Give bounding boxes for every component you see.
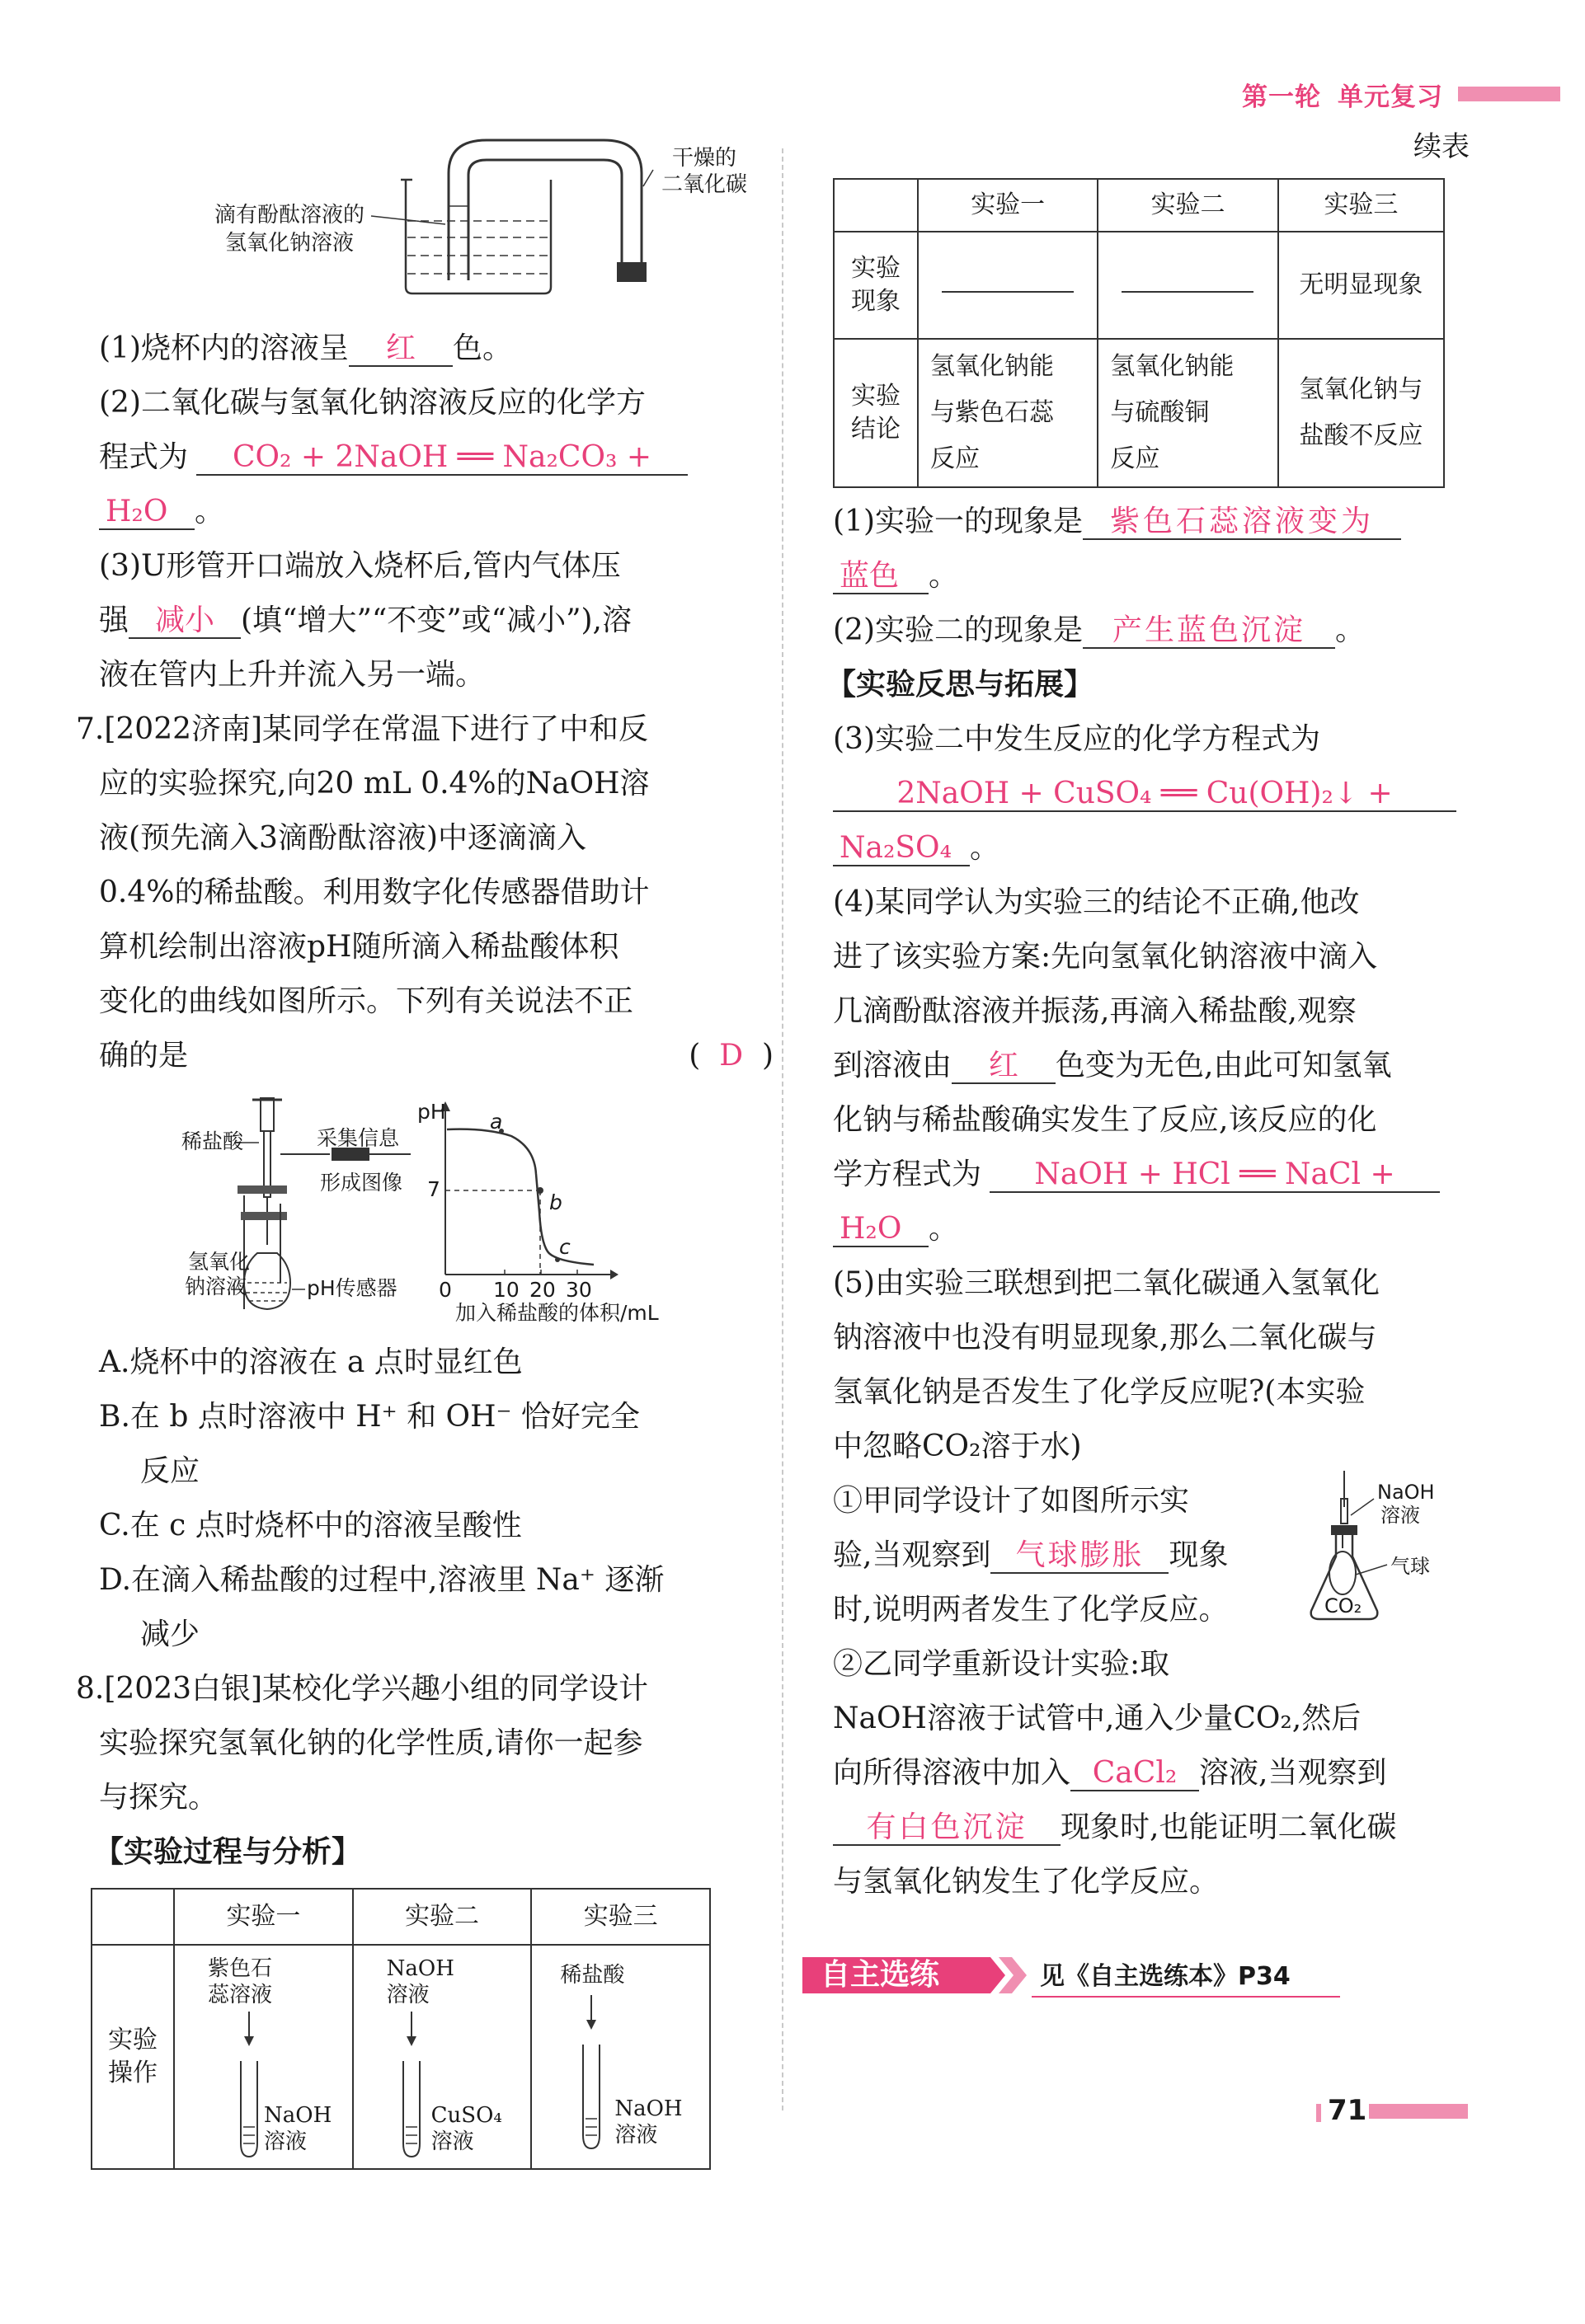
q6-1-answer: 红 — [349, 332, 453, 367]
balloon-label-co2: CO₂ — [1324, 1594, 1362, 1617]
balloon-label-solution: 溶液 — [1380, 1504, 1420, 1527]
q6-3-text: (3)U形管开口端放入烧杯后,管内气体压 — [99, 549, 621, 583]
co2-label-line2: 二氧化碳 — [661, 172, 748, 197]
row-label-2: 操作 — [108, 2059, 158, 2087]
a5-s2-line1: ②乙同学重新设计实验:取 — [833, 1647, 1170, 1681]
table2-header-1: 实验一 — [918, 179, 1098, 232]
a5-s2-pre: 向所得溶液中加入 — [833, 1756, 1071, 1790]
q6-1 — [99, 322, 750, 376]
graph-x-label: 加入稀盐酸的体积/mL — [455, 1301, 659, 1325]
table2-r2-c2 — [1098, 339, 1277, 487]
graph-y-label: pH — [417, 1100, 446, 1124]
table1-header-1: 实验一 — [174, 1889, 353, 1945]
balloon-label-naoh: NaOH — [1377, 1481, 1435, 1504]
label-naoh-2: 钠溶液 — [185, 1275, 247, 1298]
page-number: 71 — [1328, 2094, 1367, 2127]
table2-header-3: 实验三 — [1278, 179, 1444, 232]
beaker-label — [214, 201, 365, 257]
table2-r1-c3: 无明显现象 — [1278, 232, 1444, 339]
q7-answer-bracket: ( D ) — [689, 1039, 774, 1073]
a5-s1-line3: 时,说明两者发生了化学反应。 — [833, 1593, 1229, 1627]
q6-2 — [99, 376, 750, 539]
q7-line5: 算机绘制出溶液pH随所滴入稀盐酸体积 — [99, 930, 619, 964]
co2-label-line1: 干燥的 — [672, 146, 737, 171]
tick-0: 0 — [439, 1278, 452, 1302]
beaker-u-tube-drawing — [99, 124, 750, 307]
q6-3-answer: 减小 — [129, 604, 241, 639]
r2c2-2: 与硫酸铜 — [1110, 398, 1210, 427]
q7-option-d-cont: 减少 — [140, 1617, 200, 1651]
practice-reference: 见《自主选练本》P34 — [1040, 1962, 1291, 1991]
footer-bar-right — [1369, 2104, 1468, 2119]
balloon-label: 气球 — [1390, 1555, 1430, 1578]
table1-cell-1 — [174, 1945, 353, 2169]
header-unit: 单元复习 — [1338, 82, 1443, 112]
cell1-bottom-2: 溶液 — [264, 2129, 308, 2154]
r1-label-2: 现象 — [851, 287, 901, 316]
running-header — [1242, 73, 1560, 115]
table1-row-label — [92, 1945, 174, 2169]
right-column — [826, 124, 1470, 1909]
a5-s2-line5: 与氢氧化钠发生了化学反应。 — [833, 1865, 1220, 1899]
cell1-bottom — [264, 2102, 332, 2155]
cell1-top-2: 蕊溶液 — [208, 1983, 273, 2007]
q6-1-post: 色。 — [453, 331, 513, 365]
q6-3 — [99, 539, 750, 702]
table1-cell-2 — [353, 1945, 532, 2169]
continued-table-label: 续表 — [1413, 130, 1470, 163]
header-section: 第一轮 — [1242, 82, 1321, 112]
q7-answer: D — [719, 1039, 744, 1073]
q7-line2: 应的实验探究,向20 mL 0.4%的NaOH溶 — [99, 767, 650, 800]
table2-r2-c3 — [1278, 339, 1444, 487]
cell3-bottom-2: 溶液 — [614, 2123, 658, 2148]
q7-figure — [99, 1088, 750, 1336]
a1-text: (1)实验一的现象是 — [833, 505, 1083, 538]
a4-line3: 几滴酚酞溶液并振荡,再滴入稀盐酸,观察 — [833, 994, 1357, 1028]
tick-10: 10 — [493, 1278, 520, 1302]
a5-s2-answer: CaCl₂ — [1070, 1757, 1199, 1791]
test-tube-3 — [575, 1995, 608, 2152]
cell3-bottom-1: NaOH — [614, 2096, 683, 2121]
a3-post: 。 — [970, 831, 1000, 865]
table2-r2-c1 — [918, 339, 1098, 487]
section-process: 【实验过程与分析】 — [94, 1835, 362, 1869]
a5 — [833, 1256, 1470, 1474]
q7-option-b: B.在 b 点时溶液中 H⁺ 和 OH⁻ 恰好完全 — [99, 1400, 640, 1434]
a5-s1-post: 现象 — [1169, 1538, 1229, 1572]
a2 — [833, 603, 1470, 658]
q7-option-c: C.在 c 点时烧杯中的溶液呈酸性 — [99, 1509, 522, 1542]
q6-2-post: 。 — [195, 495, 225, 528]
a4 — [833, 876, 1470, 1256]
a5-line4: 中忽略CO₂溶于水) — [833, 1430, 1082, 1463]
experiment-table-2 — [833, 178, 1445, 488]
q6-2-answer-2: H₂O — [99, 495, 195, 530]
cell1-top-1: 紫色石 — [208, 1956, 273, 1981]
a4-post2: 。 — [929, 1212, 959, 1246]
label-acid: 稀盐酸 — [181, 1129, 244, 1153]
a5-sub2 — [833, 1637, 1470, 1909]
a1-answer-1: 紫色石蕊溶液变为 — [1083, 505, 1401, 540]
tick-30: 30 — [566, 1278, 592, 1302]
test-tube-2 — [395, 2012, 428, 2160]
cell2-bottom — [431, 2102, 502, 2155]
q6-3-post: (填“增大”“不变”或“减小”),溶 — [241, 603, 632, 637]
point-c: c — [559, 1235, 571, 1259]
q6-3-line3: 液在管内上升并流入另一端。 — [99, 658, 486, 692]
a1-answer-2: 蓝色 — [833, 560, 929, 594]
point-a: a — [490, 1110, 503, 1134]
r2c1-1: 氢氧化钠能 — [930, 352, 1054, 381]
table1-cell-3 — [531, 1945, 710, 2169]
section-reflection: 【实验反思与拓展】 — [826, 668, 1094, 702]
q8-line1: 8.[2023白银]某校化学兴趣小组的同学设计 — [76, 1672, 649, 1706]
a5-line3: 氢氧化钠是否发生了化学反应呢?(本实验 — [833, 1375, 1366, 1409]
a2-post: 。 — [1335, 613, 1366, 647]
q6-2-answer-1: CO₂ + 2NaOH ══ Na₂CO₃ + — [196, 441, 688, 476]
footer-bar-left — [1316, 2104, 1321, 2122]
tick-20: 20 — [529, 1278, 556, 1302]
q7-line7 — [76, 1029, 774, 1083]
a5-s2-answer-2: 有白色沉淀 — [833, 1811, 1061, 1846]
table2-row2-label — [834, 339, 918, 487]
a3-answer-1: 2NaOH + CuSO₄ ══ Cu(OH)₂↓ + — [833, 777, 1456, 812]
cell1-bottom-1: NaOH — [264, 2103, 332, 2128]
a5-s2-post2: 现象时,也能证明二氧化碳 — [1061, 1810, 1397, 1844]
cell2-bottom-2: 溶液 — [430, 2129, 474, 2154]
a5-s1-pre: 验,当观察到 — [833, 1538, 991, 1572]
experiment-table-1 — [91, 1888, 711, 2170]
cell2-top-2: 溶液 — [386, 1983, 430, 2007]
table2-corner — [834, 179, 918, 232]
table2-header-2: 实验二 — [1098, 179, 1277, 232]
q6-1-text: (1)烧杯内的溶液呈 — [99, 331, 349, 365]
a4-line2: 进了该实验方案:先向氢氧化钠溶液中滴入 — [833, 940, 1378, 974]
q7-line1: 7.[2022济南]某同学在常温下进行了中和反 — [76, 712, 649, 746]
a4-line1: (4)某同学认为实验三的结论不正确,他改 — [833, 885, 1360, 919]
graph-y-7: 7 — [427, 1177, 440, 1201]
co2-label — [661, 145, 747, 198]
a5-s1-line1: ①甲同学设计了如图所示实 — [833, 1484, 1190, 1518]
a4-post: 色变为无色,由此可知氢氧 — [1056, 1049, 1392, 1082]
label-image: 形成图像 — [320, 1171, 403, 1195]
cell2-bottom-1: CuSO₄ — [430, 2103, 502, 2128]
a3 — [833, 712, 1470, 876]
table2-row1-label — [834, 232, 918, 339]
a5-s2-line2: NaOH溶液于试管中,通入少量CO₂,然后 — [833, 1702, 1362, 1735]
table1-header-3: 实验三 — [531, 1889, 710, 1945]
point-b: b — [549, 1190, 562, 1214]
q7-line4: 0.4%的稀盐酸。利用数字化传感器借助计 — [99, 876, 650, 909]
r1-label-1: 实验 — [851, 254, 901, 283]
a2-text: (2)实验二的现象是 — [833, 613, 1083, 647]
label-naoh-1: 氢氧化 — [188, 1250, 251, 1274]
cell2-top-1: NaOH — [386, 1956, 454, 1981]
q7-line7-text: 确的是 — [99, 1039, 189, 1073]
beaker-label-line1: 滴有酚酞溶液的 — [214, 203, 365, 228]
q8 — [76, 1662, 750, 1825]
figure-beaker-u-tube — [99, 124, 750, 307]
a4-pre: 到溶液由 — [833, 1049, 952, 1082]
q8-line2: 实验探究氢氧化钠的化学性质,请你一起参 — [99, 1726, 643, 1760]
a3-text: (3)实验二中发生反应的化学方程式为 — [833, 722, 1320, 756]
a1-post: 。 — [929, 559, 959, 593]
q8-line3: 与探究。 — [99, 1781, 219, 1815]
row-label-1: 实验 — [108, 2026, 158, 2054]
a4-equation-1: NaOH + HCl ══ NaCl + — [990, 1158, 1440, 1193]
a5-sub1 — [833, 1474, 1470, 1637]
q7-option-b-cont: 反应 — [140, 1454, 200, 1488]
balloon-apparatus — [1295, 1466, 1476, 1631]
r2c1-3: 反应 — [930, 444, 980, 473]
a3-answer-2: Na₂SO₄ — [833, 832, 970, 866]
a5-line1: (5)由实验三联想到把二氧化碳通入氢氧化 — [833, 1266, 1380, 1300]
cell3-top: 稀盐酸 — [560, 1963, 625, 1988]
a4-pre6: 学方程式为 — [833, 1157, 982, 1191]
table2-r1-c1 — [918, 232, 1098, 339]
a5-s1-answer: 气球膨胀 — [990, 1539, 1169, 1574]
q7-option-a: A.烧杯中的溶液在 a 点时显红色 — [99, 1345, 523, 1379]
q7-line3: 液(预先滴入3滴酚酞溶液)中逐滴滴入 — [99, 821, 586, 855]
r2c3-2: 盐酸不反应 — [1299, 421, 1423, 450]
test-tube-1 — [233, 2012, 266, 2160]
a4-answer: 红 — [952, 1049, 1056, 1084]
r2-label-1: 实验 — [851, 382, 901, 411]
q6-3-text2: 强 — [99, 603, 129, 637]
header-bar — [1458, 87, 1560, 101]
a4-equation-2: H₂O — [833, 1213, 929, 1247]
q7-option-d: D.在滴入稀盐酸的过程中,溶液里 Na⁺ 逐渐 — [99, 1563, 665, 1597]
r2c3-1: 氢氧化钠与 — [1299, 375, 1423, 404]
label-collect: 采集信息 — [317, 1126, 400, 1150]
a5-s2-line3 — [833, 1746, 1470, 1801]
practice-tag: 自主选练 — [821, 1958, 940, 1992]
r2c2-3: 反应 — [1110, 444, 1160, 473]
table1-corner — [92, 1889, 174, 1945]
a5-line2: 钠溶液中也没有明显现象,那么二氧化碳与 — [833, 1321, 1377, 1354]
self-practice-banner — [796, 1952, 1357, 1998]
r2c2-1: 氢氧化钠能 — [1110, 352, 1235, 381]
q7-line6: 变化的曲线如图所示。下列有关说法不正 — [99, 984, 634, 1018]
beaker-label-line2: 氢氧化钠溶液 — [225, 231, 355, 256]
a1 — [833, 495, 1470, 603]
q7 — [76, 702, 774, 1083]
label-sensor: pH传感器 — [307, 1276, 397, 1300]
left-column — [76, 124, 774, 2170]
a5-s2-line4 — [833, 1801, 1470, 1855]
cell2-top — [387, 1955, 454, 2008]
column-divider — [782, 148, 783, 2110]
r2c1-2: 与紫色石蕊 — [930, 398, 1054, 427]
table1-header-2: 实验二 — [353, 1889, 532, 1945]
a4-line5: 化钠与稀盐酸确实发生了反应,该反应的化 — [833, 1103, 1377, 1137]
cell3-bottom — [614, 2096, 682, 2148]
table2-r1-c2 — [1098, 232, 1277, 339]
q6-2-text: (2)二氧化碳与氢氧化钠溶液反应的化学方 — [99, 386, 646, 420]
a5-s2-post: 溶液,当观察到 — [1199, 1756, 1387, 1790]
r2-label-2: 结论 — [851, 415, 901, 444]
q6-2-text2: 程式为 — [99, 440, 189, 474]
a2-answer: 产生蓝色沉淀 — [1083, 614, 1335, 649]
cell1-top — [208, 1955, 272, 2008]
